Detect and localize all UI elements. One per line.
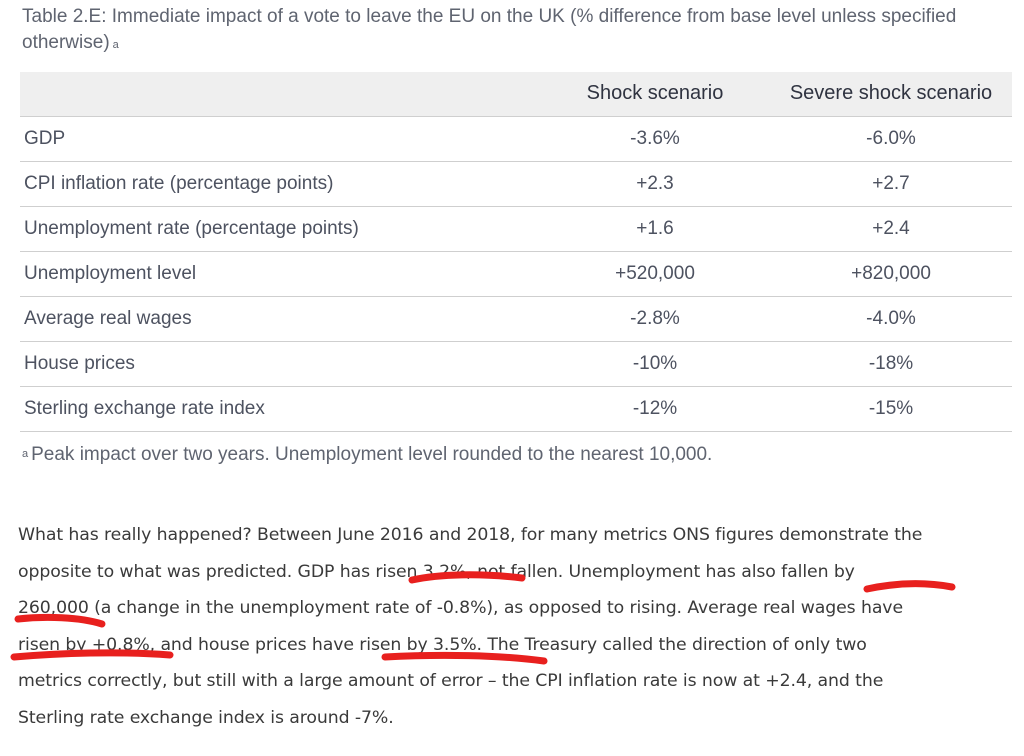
severe-value: -6.0% bbox=[866, 127, 916, 149]
row-label: GDP bbox=[24, 127, 66, 149]
table-footnote bbox=[22, 444, 712, 466]
row-label: Average real wages bbox=[24, 307, 192, 329]
shock-value: -10% bbox=[632, 352, 678, 374]
commentary-line: opposite to what was predicted. GDP has risen 3.2%, not fallen. Unemployment has also fallen by bbox=[18, 561, 855, 582]
row-label: CPI inflation rate (percentage points) bbox=[24, 172, 334, 194]
severe-value: -4.0% bbox=[866, 307, 916, 329]
footnote-marker: a bbox=[22, 448, 29, 460]
row-label: Unemployment rate (percentage points) bbox=[24, 217, 359, 239]
severe-value: +2.4 bbox=[872, 217, 910, 239]
severe-value: -18% bbox=[868, 352, 914, 374]
row-label: Unemployment level bbox=[24, 262, 197, 284]
row-label: Sterling exchange rate index bbox=[24, 397, 265, 419]
caption-footnote-marker: a bbox=[112, 39, 119, 51]
header-label-col bbox=[20, 72, 540, 116]
commentary-line: What has really happened? Between June 2016 and 2018, for many metrics ONS figures demonstrate the bbox=[18, 525, 923, 545]
table-row bbox=[20, 386, 1012, 431]
shock-value: +1.6 bbox=[636, 217, 674, 239]
severe-value: -15% bbox=[868, 397, 914, 419]
shock-value: +2.3 bbox=[636, 172, 674, 194]
severe-value: +2.7 bbox=[872, 172, 910, 194]
table-row bbox=[20, 161, 1012, 206]
table-row bbox=[20, 206, 1012, 251]
table-row bbox=[20, 116, 1012, 161]
shock-value: -2.8% bbox=[630, 307, 680, 329]
impact-table bbox=[20, 72, 1012, 432]
table-row bbox=[20, 251, 1012, 296]
footnote-text: Peak impact over two years. Unemployment level rounded to the nearest 10,000. bbox=[31, 444, 713, 465]
commentary-line: risen by +0.8%, and house prices have risen by 3.5%. The Treasury called the direction of only two bbox=[18, 634, 867, 655]
table-row bbox=[20, 341, 1012, 386]
commentary-paragraph bbox=[18, 517, 1022, 736]
commentary-line: Sterling rate exchange index is around -7%. bbox=[18, 707, 394, 728]
shock-value: -12% bbox=[632, 397, 678, 419]
severe-value: +820,000 bbox=[851, 262, 931, 284]
row-label: House prices bbox=[24, 352, 135, 374]
table-row bbox=[20, 296, 1012, 341]
shock-value: -3.6% bbox=[630, 127, 680, 149]
header-severe-shock-scenario: Severe shock scenario bbox=[789, 82, 993, 105]
commentary-line: 260,000 (a change in the unemployment rate of -0.8%), as opposed to rising. Average real wages have bbox=[18, 598, 903, 618]
commentary-line: metrics correctly, but still with a large amount of error – the CPI inflation rate is now at +2.4, and the bbox=[18, 671, 884, 691]
table-header-row bbox=[20, 72, 1012, 116]
table-caption-text: Table 2.E: Immediate impact of a vote to leave the EU on the UK (% difference from base level unless specified otherwise) bbox=[22, 6, 957, 53]
shock-value: +520,000 bbox=[615, 262, 695, 284]
table-caption bbox=[22, 4, 1012, 56]
header-shock-scenario: Shock scenario bbox=[586, 82, 724, 105]
